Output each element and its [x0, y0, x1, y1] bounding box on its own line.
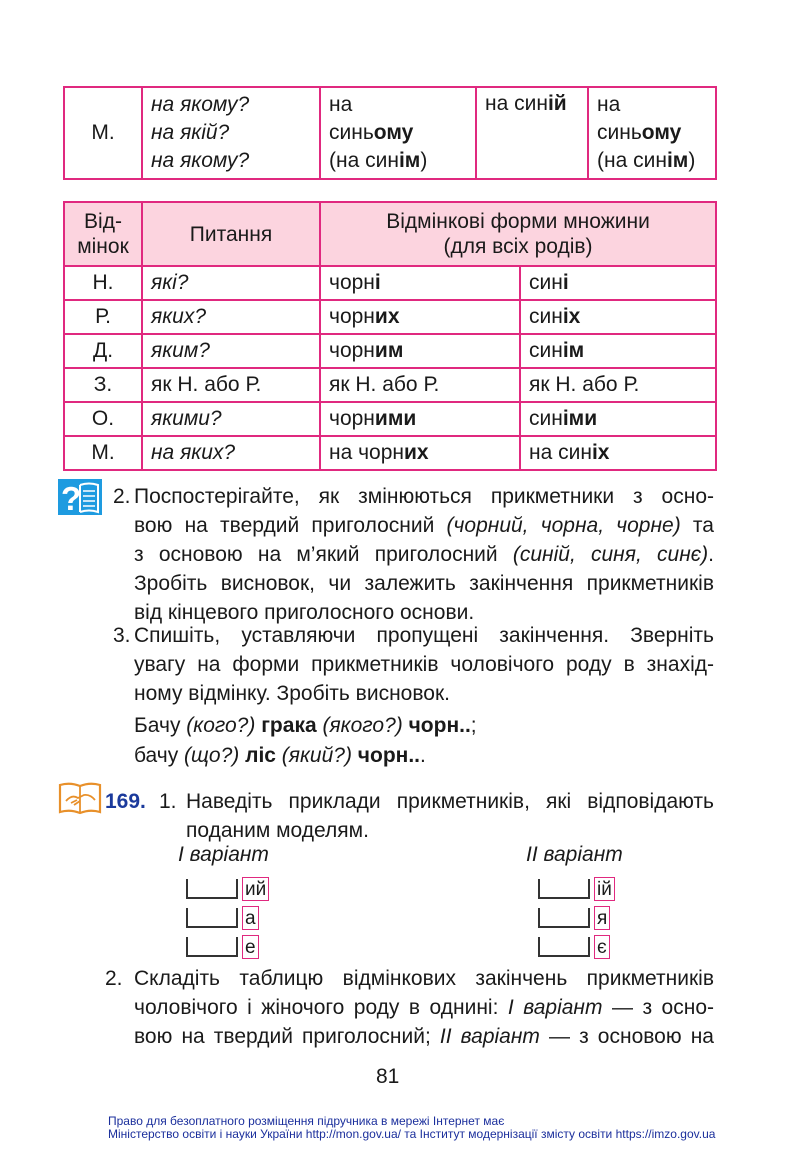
item-number: 1. — [159, 790, 177, 813]
example-line: бачу (що?) ліс (який?) чорн... — [134, 744, 426, 767]
question-cell: яких? — [142, 300, 320, 334]
ending-box: е — [242, 935, 259, 959]
ending-box: ій — [594, 877, 615, 901]
table-row — [64, 368, 716, 402]
hard-stem-form-cell: чорні — [320, 266, 520, 300]
ending-box: а — [242, 906, 259, 930]
table-row — [64, 402, 716, 436]
masc-form-cell — [320, 87, 476, 179]
top-table — [63, 86, 717, 180]
case-cell: М. — [64, 87, 142, 179]
case-cell: Д. — [64, 334, 142, 368]
hard-stem-form-cell: чорним — [320, 334, 520, 368]
exercise-item-1: Наведіть приклади прикметників, які відповідають поданим моделям. — [186, 790, 714, 842]
question-cell: якими? — [142, 402, 320, 436]
task-number: 2. — [113, 485, 131, 508]
ending-box: ий — [242, 877, 269, 901]
question-line: на якому? — [151, 149, 250, 172]
soft-stem-form-cell: синіх — [520, 300, 716, 334]
question-book-icon — [58, 479, 102, 515]
form-line: (на синім) — [329, 149, 428, 172]
case-cell: М. — [64, 436, 142, 470]
header-forms: Відмінкові форми множини (для всіх родів) — [320, 202, 716, 266]
soft-stem-form-cell: як Н. або Р. — [520, 368, 716, 402]
question-cell — [142, 87, 320, 179]
case-cell: З. — [64, 368, 142, 402]
form-line: на — [597, 93, 621, 116]
soft-stem-form-cell: на синіх — [520, 436, 716, 470]
question-line: на якому? — [151, 93, 250, 116]
case-cell: Р. — [64, 300, 142, 334]
task-number: 3. — [113, 624, 131, 647]
fem-form-cell: на синій — [476, 87, 588, 179]
soft-stem-form-cell: сині — [520, 266, 716, 300]
plural-declension-table — [63, 201, 717, 471]
exercise-number: 169. — [105, 790, 146, 813]
form-line: на — [329, 93, 353, 116]
form-line: синьому — [597, 121, 682, 144]
case-cell: Н. — [64, 266, 142, 300]
table-row — [64, 334, 716, 368]
soft-stem-form-cell: синім — [520, 334, 716, 368]
question-cell: як Н. або Р. — [142, 368, 320, 402]
example-line: Бачу (кого?) грака (якого?) чорн..; — [134, 714, 477, 737]
table-row — [64, 266, 716, 300]
task-2-text: Поспостерігайте, як змінюються прикметники з осно- вою на твердий приголосний (чорний, чорна, чорне) та з основою на м’який приголосний (синій, синя, синє). Зробіть висновок, чи залежить закінчення прикметників від кінцевого приголосного основи. — [134, 485, 714, 624]
footer-line: Право для безоплатного розміщення підручника в мережі Інтернет має — [108, 1114, 505, 1128]
variant-2-label: ІІ варіант — [526, 843, 623, 866]
footer-line: Міністерство освіти і науки України http://mon.gov.ua/ та Інститут модернізації змісту освіти https://imzo.gov.ua — [108, 1127, 716, 1141]
question-line: на якій? — [151, 121, 230, 144]
hard-stem-form-cell: чорних — [320, 300, 520, 334]
form-line: (на синім) — [597, 149, 696, 172]
page-number: 81 — [376, 1065, 400, 1088]
header-case: Від- мінок — [64, 202, 142, 266]
question-cell: яким? — [142, 334, 320, 368]
form-line: синьому — [329, 121, 414, 144]
hard-stem-form-cell: як Н. або Р. — [320, 368, 520, 402]
variant-1-label: І варіант — [178, 843, 269, 866]
ending-box: є — [594, 935, 610, 959]
question-cell: які? — [142, 266, 320, 300]
header-question: Питання — [142, 202, 320, 266]
item-number: 2. — [105, 967, 123, 990]
hard-stem-form-cell: чорними — [320, 402, 520, 436]
svg-text:?: ? — [61, 480, 82, 515]
question-cell: на яких? — [142, 436, 320, 470]
example-sentences — [134, 711, 694, 771]
neut-form-cell — [588, 87, 716, 179]
soft-stem-form-cell: синіми — [520, 402, 716, 436]
table-row — [64, 436, 716, 470]
case-cell: О. — [64, 402, 142, 436]
ending-box: я — [594, 906, 610, 930]
handshake-book-icon — [58, 781, 102, 815]
table-row — [64, 300, 716, 334]
exercise-item-2: Складіть таблицю відмінкових закінчень прикметників чоловічого і жіночого роду в однині: І варіант — з осно- вою на твердий приголосний; ІІ варіант — з основою на — [134, 967, 714, 1048]
hard-stem-form-cell: на чорних — [320, 436, 520, 470]
task-3-text: Спишіть, уставляючи пропущені закінчення. Зверніть увагу на форми прикметників чоловічого роду в знахід- ному відмінку. Зробіть висновок. — [134, 624, 714, 705]
